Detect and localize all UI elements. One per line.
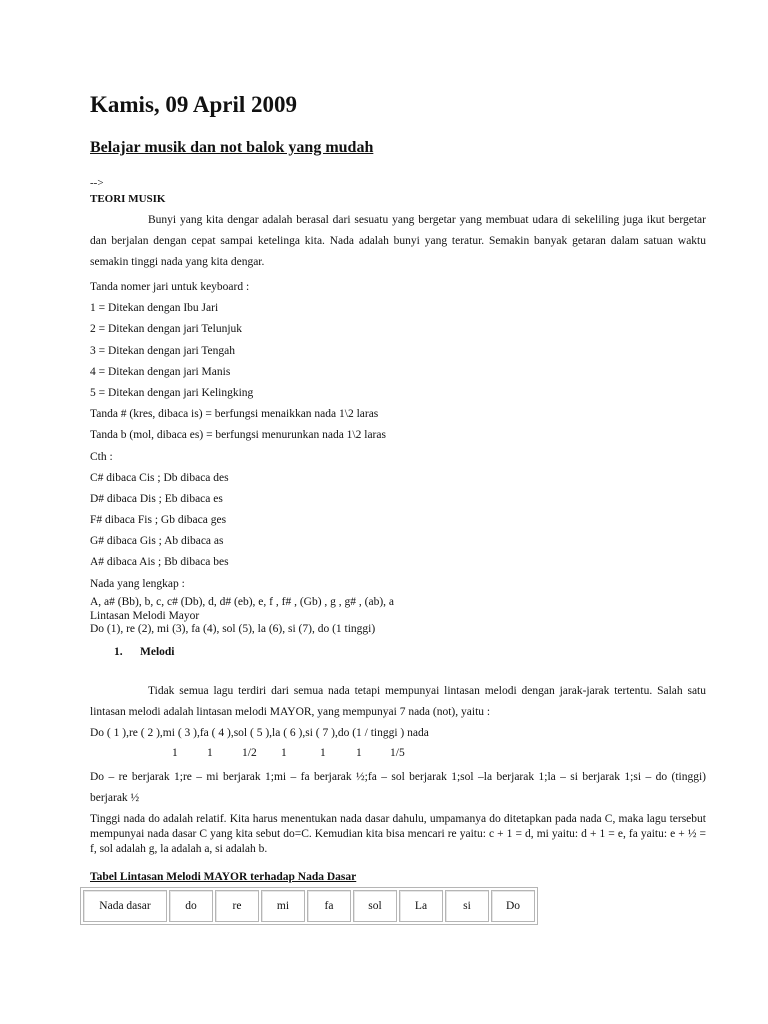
do-line: Do ( 1 ),re ( 2 ),mi ( 3 ),fa ( 4 ),sol ( 5 ),la ( 6 ),si ( 7 ),do (1 / tinggi ) nada (90, 727, 429, 739)
text-line: Tanda # (kres, dibaca is) = berfungsi menaikkan nada 1\2 laras (90, 408, 379, 421)
interval-value: 1 (281, 747, 287, 759)
post-title[interactable]: Belajar musik dan not balok yang mudah (90, 139, 374, 156)
list-number: 1. (114, 646, 123, 658)
table-cell: fa (307, 890, 351, 922)
table-cell: Do (491, 890, 535, 922)
text-line: C# dibaca Cis ; Db dibaca des (90, 471, 229, 484)
interval-value: 1 (320, 747, 326, 759)
text-line: A# dibaca Ais ; Bb dibaca bes (90, 556, 229, 569)
table-row (83, 890, 535, 922)
interval-row (90, 747, 710, 763)
table-cell: re (215, 890, 259, 922)
table-caption: Tabel Lintasan Melodi MAYOR terhadap Nada Dasar (90, 871, 357, 883)
melodi-heading (114, 646, 175, 658)
major-scale-table (80, 887, 538, 925)
text-line: 4 = Ditekan dengan jari Manis (90, 365, 231, 378)
relative-pitch-paragraph: Tinggi nada do adalah relatif. Kita harus menentukan nada dasar dahulu, umpamanya do ditetapkan pada nada C, maka lagu tersebut mempunyai nada dasar C yang kita sebut do=C. Kemudian kita bisa mencari re yaitu: c + 1 = d, mi yaitu: d + 1 = e, fa yaitu: e + ½ = f, sol adalah g, la adalah a, si adalah b. (90, 813, 706, 855)
complete-notes-line: A, a# (Bb), b, c, c# (Db), d, d# (eb), e, f , f# , (Gb) , g , g# , (ab), a (90, 596, 395, 608)
date-title: Kamis, 09 April 2009 (90, 92, 298, 117)
text-line: 2 = Ditekan dengan jari Telunjuk (90, 323, 243, 336)
table-cell: do (169, 890, 213, 922)
text-line: Cth : (90, 450, 113, 463)
interval-description: Do – re berjarak 1;re – mi berjarak 1;mi – fa berjarak ½;fa – sol berjarak 1;sol –la berjarak 1;la – si berjarak 1;si – do (tinggi) berjarak ½ (90, 771, 706, 804)
scale-block (90, 596, 394, 637)
interval-value: 1 (207, 747, 213, 759)
text-line: Tanda nomer jari untuk keyboard : (90, 281, 250, 293)
text-line: 3 = Ditekan dengan jari Tengah (90, 344, 236, 357)
text-line: F# dibaca Fis ; Gb dibaca ges (90, 514, 227, 527)
interval-value: 1/2 (242, 747, 257, 759)
table-cell: Nada dasar (83, 890, 167, 922)
table-cell: si (445, 890, 489, 922)
table-cell: La (399, 890, 443, 922)
intro-paragraph: Bunyi yang kita dengar adalah berasal dari sesuatu yang bergetar yang membuat udara di sekeliling juga ikut bergetar dan berjalan dengan cepat sampai ketelinga kita. Nada adalah bunyi yang teratur. Semakin banyak getaran dalam satuan waktu semakin tinggi nada yang kita dengar. (90, 214, 706, 268)
section-heading: TEORI MUSIK (90, 193, 166, 205)
interval-value: 1/5 (390, 747, 405, 759)
text-line: G# dibaca Gis ; Ab dibaca as (90, 535, 224, 548)
text-line: Nada yang lengkap : (90, 577, 185, 590)
text-line: Tanda b (mol, dibaca es) = berfungsi menurunkan nada 1\2 laras (90, 429, 386, 442)
table-cell: mi (261, 890, 305, 922)
solfege-line: Do (1), re (2), mi (3), fa (4), sol (5), la (6), si (7), do (1 tinggi) (90, 623, 376, 635)
finger-and-notes-list (90, 277, 710, 595)
melodi-paragraph: Tidak semua lagu terdiri dari semua nada tetapi mempunyai lintasan melodi dengan jarak-jarak tertentu. Salah satu lintasan melodi adalah lintasan melodi MAYOR, yang mempunyai 7 nada (not), yaitu : (90, 685, 706, 718)
arrow-marker: --> (90, 177, 104, 189)
text-line: D# dibaca Dis ; Eb dibaca es (90, 492, 223, 505)
table-cell: sol (353, 890, 397, 922)
text-line: 1 = Ditekan dengan Ibu Jari (90, 302, 219, 315)
interval-value: 1 (172, 747, 178, 759)
text-line: 5 = Ditekan dengan jari Kelingking (90, 386, 254, 399)
interval-value: 1 (356, 747, 362, 759)
melodi-heading-text: Melodi (140, 646, 175, 658)
major-melody-label: Lintasan Melodi Mayor (90, 609, 200, 622)
